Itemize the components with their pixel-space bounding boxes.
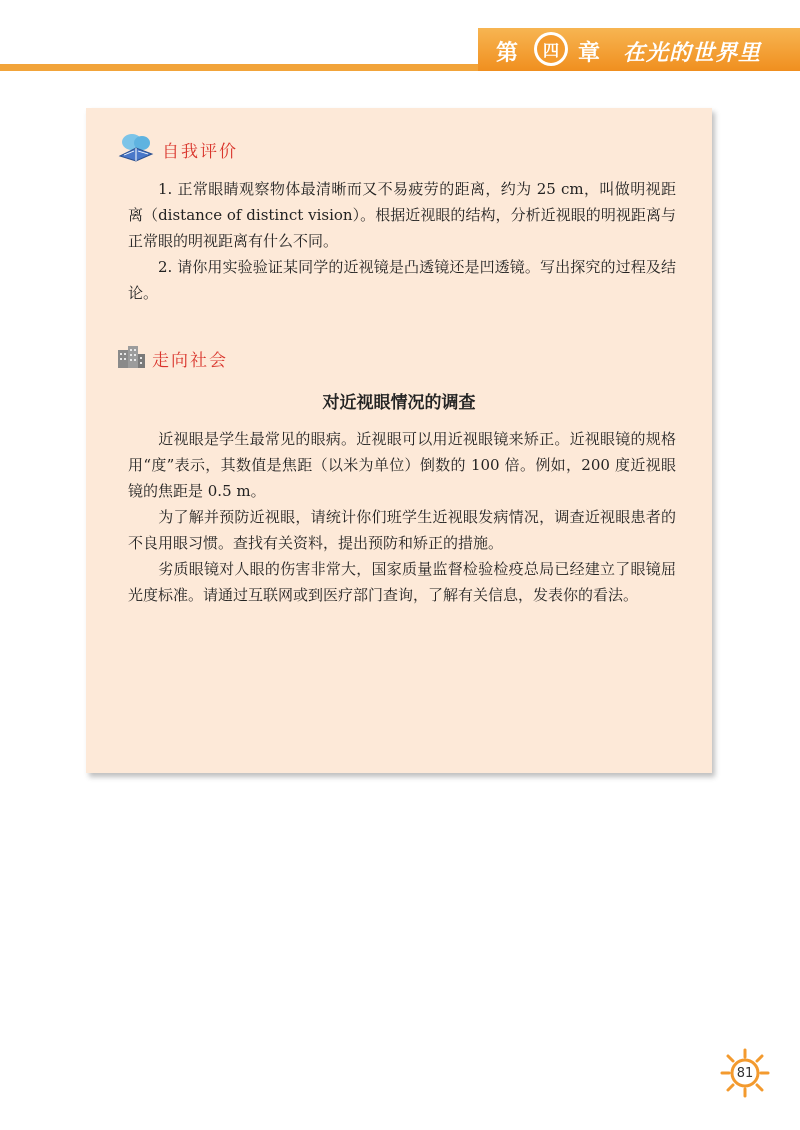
survey-title: 对近视眼情况的调查 — [322, 393, 476, 413]
society-paragraph-1: 近视眼是学生最常见的眼病。近视眼可以用近视眼镜来矫正。近视眼镜的规格用“度”表示，其数值是焦距（以米为单位）倒数的 100 倍。例如，200 度近视眼镜的焦距是 0.5 m。 — [128, 430, 676, 500]
chapter-header — [478, 28, 800, 71]
buildings-icon — [116, 344, 146, 373]
society-paragraph-2: 为了解并预防近视眼，请统计你们班学生近视眼发病情况，调查近视眼患者的不良用眼习惯。查找有关资料，提出预防和矫正的措施。 — [128, 508, 676, 552]
society-heading-text: 走向社会 — [152, 351, 228, 371]
chapter-number-badge — [534, 32, 568, 66]
self-eval-item-1: 1. 正常眼睛观察物体最清晰而又不易疲劳的距离，约为 25 cm，叫做明视距离（distance of distinct vision）。根据近视眼的结构，分析近视眼的明视距离与正常眼的明视距离有什么不同。 — [128, 180, 676, 250]
chapter-prefix: 第 — [496, 40, 519, 66]
book-cloud-icon — [116, 132, 156, 167]
chapter-number: 四 — [537, 35, 565, 63]
chapter-suffix: 章 — [578, 40, 601, 66]
self-eval-heading — [116, 132, 238, 167]
chapter-title: 在光的世界里 — [623, 40, 762, 66]
page-number-badge — [720, 1048, 770, 1098]
society-heading — [116, 344, 228, 373]
society-paragraph-3: 劣质眼镜对人眼的伤害非常大，国家质量监督检验检疫总局已经建立了眼镜屈光度标准。请通过互联网或到医疗部门查询，了解有关信息，发表你的看法。 — [128, 560, 676, 604]
self-eval-item-2: 2. 请你用实验验证某同学的近视镜是凸透镜还是凹透镜。写出探究的过程及结论。 — [128, 258, 676, 302]
page-number: 81 — [736, 1065, 754, 1081]
self-eval-heading-text: 自我评价 — [162, 142, 238, 162]
content-panel — [86, 108, 712, 773]
